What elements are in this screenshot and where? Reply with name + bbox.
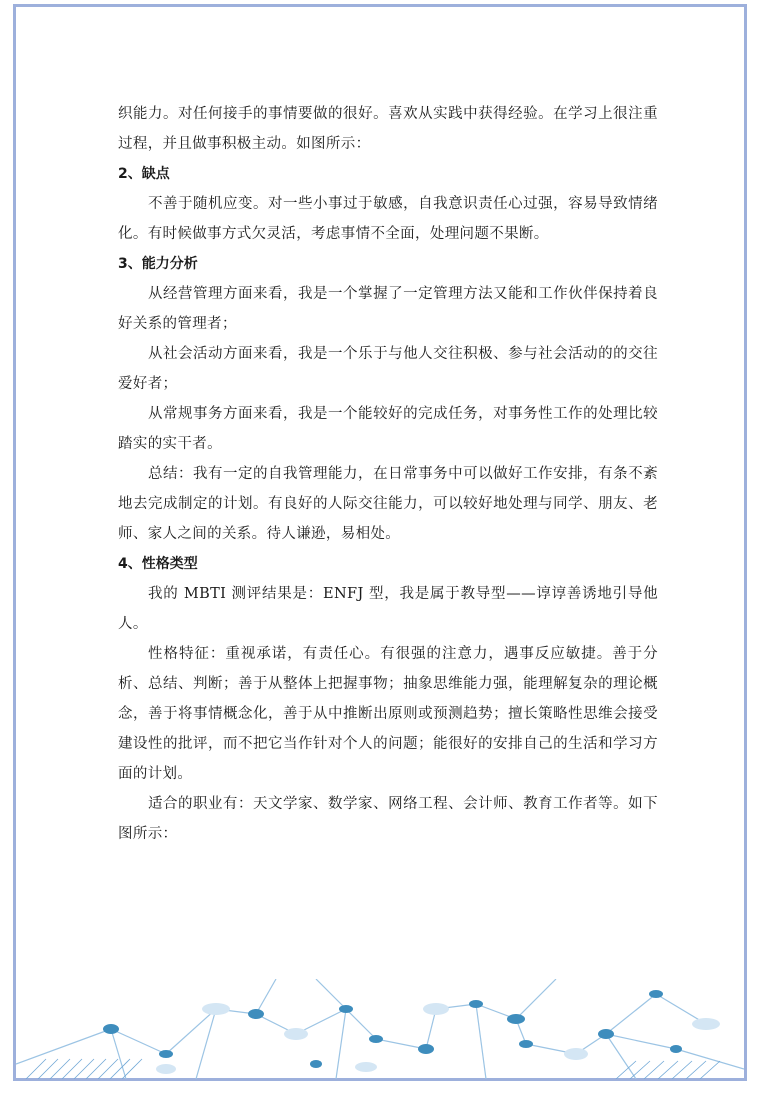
paragraph-summary: 总结：我有一定的自我管理能力，在日常事务中可以做好工作安排，有条不紊地去完成制定的计划。有良好的人际交往能力，可以较好地处理与同学、朋友、老师、家人之间的关系。待人谦逊，易相处。 xyxy=(118,466,658,542)
paragraph-careers: 适合的职业有：天文学家、数学家、网络工程、会计师、教育工作者等。如下图所示： xyxy=(118,796,658,842)
paragraph-social: 从社会活动方面来看，我是一个乐于与他人交往积极、参与社会活动的的交往爱好者； xyxy=(118,346,658,392)
heading-ability-analysis: 3、能力分析 xyxy=(118,256,198,272)
network-nodes-light xyxy=(156,1003,720,1074)
paragraph-intro-continued: 织能力。对任何接手的事情要做的很好。喜欢从实践中获得经验。在学习上很注重过程，并且做事积极主动。如图所示： xyxy=(118,106,658,152)
paragraph-traits: 性格特征：重视承诺，有责任心。有很强的注意力，遇事反应敏捷。善于分析、总结、判断；善于从整体上把握事物；抽象思维能力强，能理解复杂的理论概念，善于将事情概念化，善于从中推断出原则或预测趋势；擅长策略性思维会接受建设性的批评，而不把它当作针对个人的问题；能很好的安排自己的生活和学习方面的计划。 xyxy=(118,646,658,782)
network-decoration xyxy=(16,979,744,1079)
paragraph-mbti-result: 我的 MBTI 测评结果是：ENFJ 型，我是属于教导型——谆谆善诱地引导他人。 xyxy=(118,586,658,632)
paragraph-weaknesses: 不善于随机应变。对一些小事过于敏感，自我意识责任心过强，容易导致情绪化。有时候做事方式欠灵活，考虑事情不全面，处理问题不果断。 xyxy=(118,196,658,242)
heading-weaknesses: 2、缺点 xyxy=(118,166,170,182)
heading-personality-type: 4、性格类型 xyxy=(118,556,198,572)
paragraph-routine: 从常规事务方面来看，我是一个能较好的完成任务，对事务性工作的处理比较踏实的实干者。 xyxy=(118,406,658,452)
paragraph-management: 从经营管理方面来看，我是一个掌握了一定管理方法又能和工作伙伴保持着良好关系的管理者； xyxy=(118,286,658,332)
network-nodes xyxy=(103,990,682,1068)
document-body xyxy=(118,99,658,849)
